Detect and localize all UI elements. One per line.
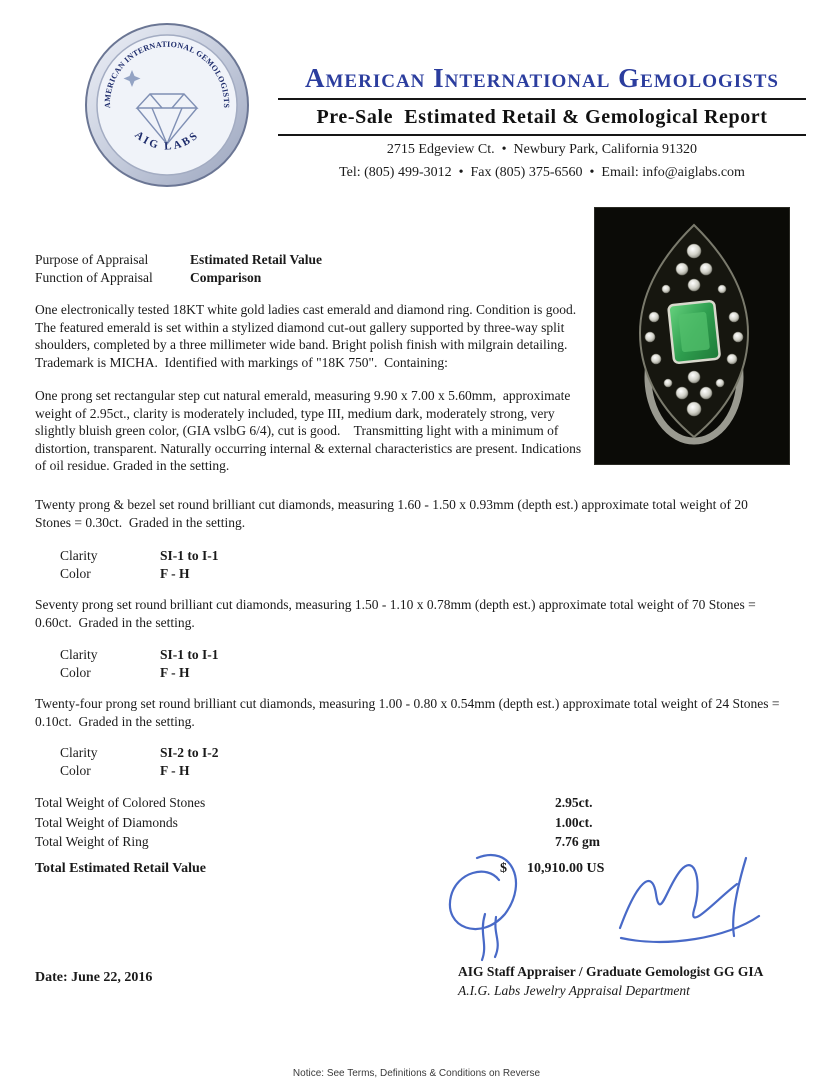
diamond-specs-3 [60, 744, 219, 779]
diamond-paragraph-2: Seventy prong set round brilliant cut diamonds, measuring 1.50 - 1.10 x 0.78mm (depth est.) approximate total weight of 70 Stones = 0.60ct. Graded in the setting. [35, 597, 760, 630]
total-value: 7.76 gm [555, 834, 600, 849]
contact-line: Tel: (805) 499-3012 • Fax (805) 375-6560 • Email: info@aiglabs.com [339, 165, 745, 180]
appraiser-block [458, 963, 803, 999]
color-label: Color [60, 565, 91, 581]
clarity-label: Clarity [60, 647, 98, 662]
diamond-paragraph-1: Twenty prong & bezel set round brilliant cut diamonds, measuring 1.60 - 1.50 x 0.93mm (depth est.) approximate total weight of 20 Stones = 0.30ct. Graded in the setting. [35, 497, 752, 530]
diamond-specs-1 [60, 547, 219, 582]
appraisal-purpose-block [35, 251, 580, 286]
appraiser-signatures [415, 840, 800, 972]
total-value: 2.95ct. [555, 795, 593, 810]
totals-table [35, 793, 780, 852]
ring-photo [594, 207, 790, 465]
clarity-label: Clarity [60, 548, 98, 563]
grand-total-row [35, 861, 780, 881]
color-value: F - H [160, 762, 190, 778]
appraiser-title: AIG Staff Appraiser / Graduate Gemologist GG GIA [458, 964, 764, 979]
color-value: F - H [160, 565, 190, 581]
clarity-value: SI-2 to I-2 [160, 745, 219, 760]
total-label: Total Weight of Diamonds [35, 814, 178, 830]
grand-total-amount: 10,910.00 US [527, 861, 605, 876]
clarity-value: SI-1 to I-1 [160, 548, 219, 563]
total-row-colored-stones [35, 793, 780, 813]
color-label: Color [60, 762, 91, 778]
total-label: Total Weight of Ring [35, 834, 149, 849]
clarity-value: SI-1 to I-1 [160, 647, 219, 662]
report-header [276, 62, 808, 182]
total-row-diamonds [35, 813, 780, 833]
color-label: Color [60, 664, 91, 680]
function-label: Function of Appraisal [35, 269, 153, 285]
header-divider-top [278, 98, 806, 100]
diamond-specs-2 [60, 646, 219, 681]
emerald-description-paragraph: One prong set rectangular step cut natural emerald, measuring 9.90 x 7.00 x 5.60mm, approximate weight of 2.95ct., clarity is moderately included, type III, medium dark, moderately strong, very slightly bluish green color, (GIA vslbG 6/4), cut is good. Transmitting light with a minimum of distortion, transparent. Naturally occurring internal & external characteristics are present. Indications of oil residue. Graded in the setting. [35, 388, 585, 474]
total-label: Total Weight of Colored Stones [35, 795, 206, 810]
reverse-notice: Notice: See Terms, Definitions & Conditions on Reverse [292, 1068, 541, 1079]
department-line: A.I.G. Labs Jewelry Appraisal Department [458, 983, 690, 998]
report-title: Pre-Sale Estimated Retail & Gemological Report [316, 106, 768, 128]
logo-ring-text: AMERICAN INTERNATIONAL GEMOLOGISTS [102, 39, 232, 109]
grand-total-label: Total Estimated Retail Value [35, 861, 206, 876]
function-value: Comparison [190, 269, 262, 285]
date-line: Date: June 22, 2016 [35, 970, 153, 985]
logo-inner-disc-icon [97, 35, 237, 175]
emerald-stone [668, 301, 720, 363]
header-divider-bottom [278, 134, 806, 136]
address-line: 2715 Edgeview Ct. • Newbury Park, California 91320 [386, 142, 698, 157]
clarity-label: Clarity [60, 745, 98, 760]
purpose-row [35, 251, 580, 269]
item-description-paragraph: One electronically tested 18KT white gold ladies cast emerald and diamond ring. Condition is good. The featured emerald is set within a stylized diamond cut-out gallery supported by three-way split shoulders, completed by a three millimeter wide band. Bright polish finish with milgrain detailing. Trademark is MICHA. Identified with markings of "18K 750". Containing: [35, 302, 583, 370]
purpose-value: Estimated Retail Value [190, 252, 323, 267]
color-value: F - H [160, 664, 190, 680]
logo-banner-text: AIG LABS [132, 128, 202, 153]
diamond-paragraph-3: Twenty-four prong set round brilliant cut diamonds, measuring 1.00 - 0.80 x 0.54mm (depth est.) approximate total weight of 24 Stones = 0.10ct. Graded in the setting. [35, 696, 783, 729]
aig-labs-logo [84, 22, 250, 188]
total-value: 1.00ct. [555, 814, 593, 830]
total-row-ring-weight [35, 832, 780, 852]
org-title: American International Gemologists [305, 63, 779, 93]
purpose-label: Purpose of Appraisal [35, 252, 149, 267]
function-row [35, 269, 580, 287]
currency-symbol: $ [500, 861, 507, 876]
